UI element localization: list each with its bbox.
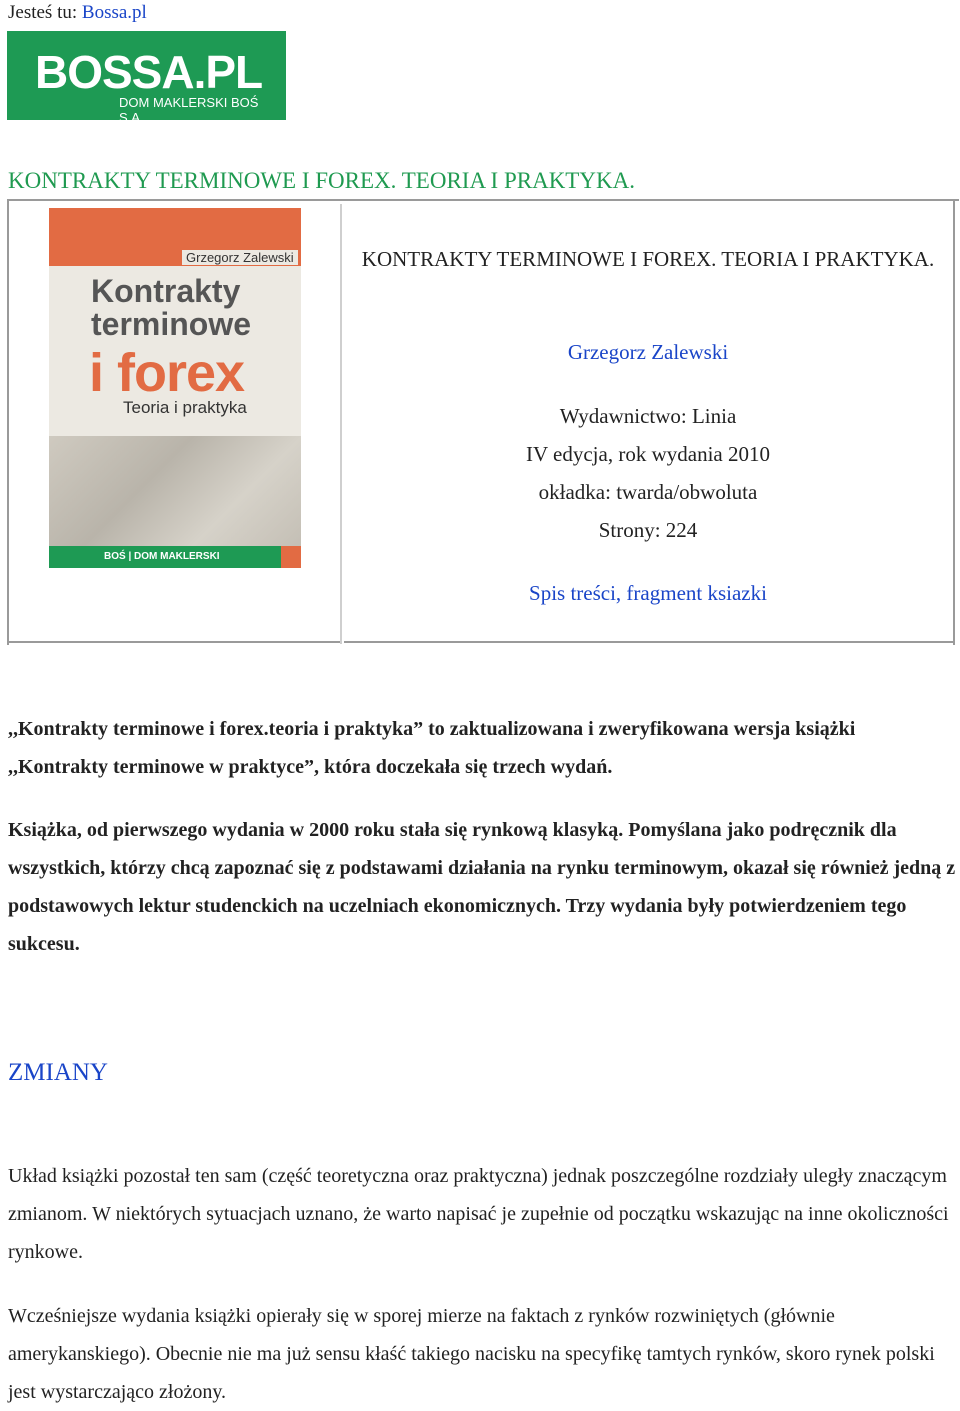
book-binding: okładka: twarda/obwoluta <box>538 480 758 504</box>
info-box-border-bottom-right <box>344 641 955 643</box>
page-title: KONTRAKTY TERMINOWE I FOREX. TEORIA I PRAKTYKA. <box>8 168 635 193</box>
info-box-border-left <box>7 199 9 645</box>
breadcrumb-link-home[interactable]: Bossa.pl <box>81 2 147 23</box>
section-paragraph-2: Wcześniejsze wydania książki opierały się w sporej mierze na faktach z rynków rozwiniętych (głównie amerykanskiego). Obecnie nie ma już sensu kłaść takiego nacisku na specyfikę tamtych rynków, skoro rynek polski jest wystarczająco złożony. <box>8 1305 935 1403</box>
book-edition: IV edycja, rok wydania 2010 <box>526 442 770 466</box>
book-publisher: Wydawnictwo: Linia <box>559 404 737 428</box>
book-title: KONTRAKTY TERMINOWE I FOREX. TEORIA I PRAKTYKA. <box>361 247 935 271</box>
section-heading: ZMIANY <box>8 1059 108 1086</box>
cover-footer-bar <box>49 546 301 568</box>
cover-title-line-1: Kontrakty <box>91 273 241 309</box>
info-box-border-right <box>953 199 955 645</box>
logo-wordmark: BOSSA.PL <box>35 46 263 98</box>
table-of-contents-link[interactable]: Spis treści, fragment ksiazki <box>529 581 767 605</box>
info-box-border-top <box>7 199 959 201</box>
info-box-border-bottom-left <box>7 641 340 643</box>
section-paragraph-1: Układ książki pozostał ten sam (część teoretyczna oraz praktyczna) jednak poszczególne rozdziały uległy znaczącym zmianom. W niektórych sytuacjach uznano, że warto napisać je zupełnie od początku wskazując na inne okoliczności rynkowe. <box>8 1165 949 1263</box>
info-box-divider <box>340 204 342 644</box>
book-cover-image <box>49 208 301 568</box>
breadcrumb-prefix: Jesteś tu: <box>8 2 82 23</box>
cover-title-line-2: terminowe <box>91 306 252 342</box>
cover-corner-accent <box>281 546 301 568</box>
cover-footer-mark: BOŚ | DOM MAKLERSKI <box>104 551 220 562</box>
cover-banknote-illustration <box>49 436 301 546</box>
cover-author: Grzegorz Zalewski <box>182 250 298 265</box>
intro-paragraph-1: ,,Kontrakty terminowe i forex.teoria i praktyka” to zaktualizowana i zweryfikowana wersja książki ,,Kontrakty terminowe w praktyce”, która doczekała się trzech wydań. <box>8 718 856 778</box>
logo-subtitle: DOM MAKLERSKI BOŚ S.A. <box>119 95 259 125</box>
cover-subtitle: Teoria i praktyka <box>123 398 247 417</box>
cover-title-line-3: i forex <box>89 343 245 403</box>
book-pages: Strony: 224 <box>598 518 698 542</box>
bossa-logo[interactable] <box>7 31 286 125</box>
intro-paragraph-2: Książka, od pierwszego wydania w 2000 roku stała się rynkową klasyką. Pomyślana jako podręcznik dla wszystkich, którzy chcą zapoznać się z podstawami działania na rynku terminowym, okazał się również jedną z podstawowych lektur studenckich na uczelniach ekonomicznych. Trzy wydania były potwierdzeniem tego sukcesu. <box>8 819 956 955</box>
book-author-link[interactable]: Grzegorz Zalewski <box>567 340 729 364</box>
breadcrumb <box>8 2 147 24</box>
